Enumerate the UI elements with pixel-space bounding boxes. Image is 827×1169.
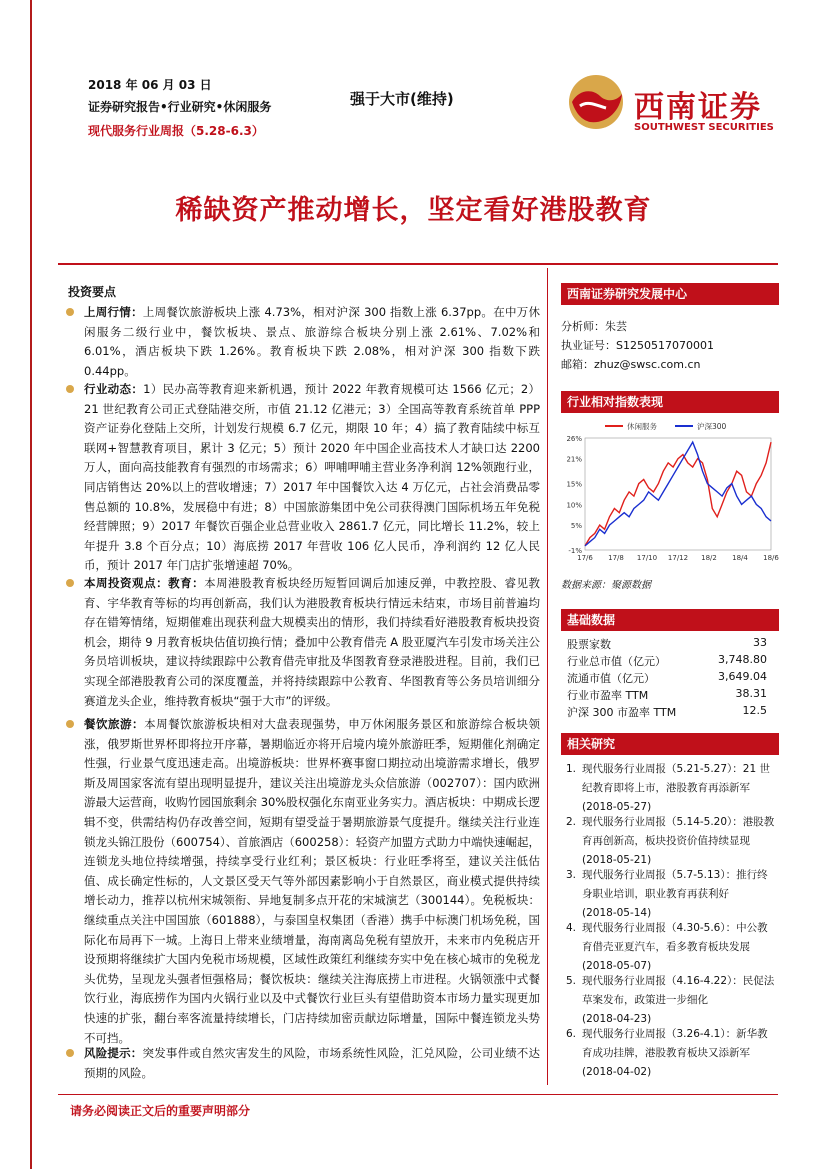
analyst-cert: 执业证号：S1250517070001 xyxy=(561,339,714,352)
basic-data-label: 行业总市值（亿元） xyxy=(567,655,666,668)
basic-data-value: 38.31 xyxy=(735,687,767,700)
basic-data-label: 沪深 300 市盈率 TTM xyxy=(567,706,677,719)
basic-data-row xyxy=(567,687,767,703)
basic-data-row xyxy=(567,704,767,720)
x-tick-label: 17/8 xyxy=(608,554,624,562)
basic-data-value: 33 xyxy=(753,636,767,649)
rating: 强于大市(维持) xyxy=(350,90,454,108)
bullet-investment-view xyxy=(70,574,540,711)
bullet-dot-icon xyxy=(66,1049,74,1057)
bullet-dot-icon xyxy=(66,385,74,393)
related-index: 4. xyxy=(566,922,577,934)
bullet-catering-tourism xyxy=(70,715,540,1048)
basic-data-bar: 基础数据 xyxy=(561,609,779,631)
related-title: 现代服务行业周报（4.30-5.6）：中公教育借壳亚夏汽车，看多教育板块发展 xyxy=(582,922,768,953)
bullet-label: 餐饮旅游： xyxy=(84,717,145,731)
y-tick-label: 26% xyxy=(566,435,582,443)
related-index: 1. xyxy=(566,763,577,775)
brand-name-cn: 西南证券 xyxy=(634,90,762,125)
related-research-item[interactable] xyxy=(566,972,776,1029)
weekly-title: 现代服务行业周报（5.28-6.3） xyxy=(88,124,264,138)
report-type: 证券研究报告•行业研究•休闲服务 xyxy=(88,100,272,114)
y-tick-label: 15% xyxy=(566,480,582,489)
chart-plot-area xyxy=(585,438,771,550)
bullet-weekly-market xyxy=(70,303,540,381)
brand-name-en: SOUTHWEST SECURITIES xyxy=(634,122,774,133)
footer-disclaimer: 请务必阅读正文后的重要声明部分 xyxy=(70,1104,251,1118)
analyst-name: 分析师：朱芸 xyxy=(561,320,627,333)
section-title: 投资要点 xyxy=(68,285,117,299)
related-title: 现代服务行业周报（5.21-5.27）：21 世纪教育即将上市，港股教育再添新军 xyxy=(582,763,770,794)
research-center-bar: 西南证券研究发展中心 xyxy=(561,283,779,305)
y-tick-label: 21% xyxy=(566,455,582,464)
x-tick-label: 18/4 xyxy=(732,554,748,562)
related-date: (2018-05-27) xyxy=(582,801,652,813)
related-research-item[interactable] xyxy=(566,760,776,817)
bullet-text: 突发事件或自然灾害发生的风险，市场系统性风险，汇兑风险，公司业绩不达预期的风险。 xyxy=(84,1046,541,1080)
related-research-item[interactable] xyxy=(566,1025,776,1082)
x-tick-label: 18/6 xyxy=(763,554,779,562)
related-title: 现代服务行业周报（4.16-4.22）：民促法草案发布，政策进一步细化 xyxy=(582,975,775,1006)
bullet-industry-news xyxy=(70,380,540,576)
footer-divider xyxy=(58,1094,778,1095)
basic-data-row xyxy=(567,670,767,686)
basic-data-row xyxy=(567,653,767,669)
bullet-label: 本周投资观点：教育： xyxy=(84,576,205,590)
related-index: 6. xyxy=(566,1028,577,1040)
bullet-risk xyxy=(70,1044,540,1083)
related-index: 5. xyxy=(566,975,577,987)
legend-label: 休闲服务 xyxy=(627,422,657,431)
x-tick-label: 17/10 xyxy=(636,554,658,562)
bullet-text: 1）民办高等教育迎来新机遇，预计 2022 年教育规模可达 1566 亿元；2）21 世纪教育公司正式登陆港交所，市值 21.12 亿港元；3）全国高等教育系统首单 PPP 资产证券化登陆上交所，计划发行规模 6.7 亿元，期限 10 年；4）搞了教育陆续中标互联网+智慧教育项目，累计 3 亿元；5）预计 2020 年中国企业高技术人才缺口达 2200 万人，面向高技能教育有强烈的市场需求；6）呷哺呷哺主营业务净利润 12%领跑行业，同店销售达 20%以上的营收增速；7）2017 年中国餐饮入达 4 万亿元，占社会消费品零售总额的 10.8%，发展稳中有进；8）中国旅游集团中免公司获得澳门国际机场五年免税经营牌照；9）2017 年餐饮百强企业总营业收入 2861.7 亿元，同比增长 11.2%，较上年提升 3.8 个百分点；10）海底捞 2017 年营收 106 亿人民币，净利润约 12 亿人民币，预计 2017 年门店扩张增速超 70%。 xyxy=(84,382,540,573)
analyst-email[interactable]: 邮箱：zhuz@swsc.com.cn xyxy=(561,358,701,371)
y-tick-label: -1% xyxy=(568,547,582,555)
bullet-dot-icon xyxy=(66,308,74,316)
brand-logo-icon xyxy=(566,72,626,132)
basic-data-value: 3,748.80 xyxy=(718,653,767,666)
chart-title-bar: 行业相对指数表现 xyxy=(561,391,779,413)
related-date: (2018-04-23) xyxy=(582,1013,652,1025)
chart-source: 数据来源：聚源数据 xyxy=(561,580,651,591)
related-research-item[interactable] xyxy=(566,919,776,976)
related-date: (2018-05-14) xyxy=(582,907,652,919)
x-tick-label: 17/6 xyxy=(577,554,593,562)
bullet-text: 本周餐饮旅游板块相对大盘表现强势，申万休闲服务景区和旅游综合板块领涨，俄罗斯世界杯即将拉开序幕，暑期临近亦将开启境内境外旅游旺季，短期催化剂确定性强，行业景气度迅速走高。出境游板块：世界杯赛事窗口期拉动出境游需求增长，俄罗斯及周国家客流有望出现明显提升，建议关注出境游龙头众信旅游（002707）：国内欧洲游最大运营商，收购竹园国旅剩余 30%股权强化东南亚业务实力。酒店板块：中期成长逻辑不变，供需结构仍存改善空间，短期有望受益于暑期旅游景气度提升。继续关注行业连锁龙头锦江股份（600754）、首旅酒店（600258）：轻资产加盟方式助力中端快速崛起，连锁龙头地位持续增强，持续享受行业红利；景区板块：行业旺季将至，建议关注低估值、成长确定性标的，人文景区受天气等外部因素影响小于自然景区，商业模式提供持续增长动力，推荐以杭州宋城领衔、异地复制多点开花的宋城演艺（300144）。免税板块：继续重点关注中国国旅（601888），与泰国皇权集团（香港）携手中标澳门机场免税，国际化布局再下一城。上海日上带来业绩增量，海南离岛免税有望放开，未来市内免税店开设预期将继续扩大国内免税市场规模，区域性政策红利继续夯实中免在核心城市的免税龙头优势，呈现龙头强者恒强格局；餐饮板块：继续关注海底捞上市进程。火锅领涨中式餐饮行业，海底捞作为国内火锅行业以及中式餐饮行业巨头有望借助资本市场力量实现更加快速的扩张，翻台率客流量持续增长，门店持续加密贡献边际增量，国际中餐连锁龙头势不可挡。 xyxy=(84,717,541,1045)
related-date: (2018-04-02) xyxy=(582,1066,652,1078)
related-research-item[interactable] xyxy=(566,866,776,923)
relative-index-chart xyxy=(561,418,779,578)
chart-svg xyxy=(561,418,779,578)
related-research-bar: 相关研究 xyxy=(561,733,779,755)
series-line-csi300 xyxy=(585,442,771,546)
left-margin-rule xyxy=(30,0,32,1169)
basic-data-value: 3,649.04 xyxy=(718,670,767,683)
basic-data-label: 行业市盈率 TTM xyxy=(567,689,649,702)
bullet-dot-icon xyxy=(66,579,74,587)
legend-label: 沪深300 xyxy=(697,422,727,431)
basic-data-value: 12.5 xyxy=(742,704,767,717)
x-tick-label: 18/2 xyxy=(701,554,717,562)
title-divider xyxy=(58,263,778,265)
bullet-dot-icon xyxy=(66,720,74,728)
x-tick-label: 17/12 xyxy=(667,554,689,562)
related-research-item[interactable] xyxy=(566,813,776,870)
y-tick-label: 10% xyxy=(566,501,582,510)
related-title: 现代服务行业周报（3.26-4.1）：新华教育成功挂牌，港股教育板块又添新军 xyxy=(582,1028,768,1059)
series-line-leisure xyxy=(585,442,771,546)
report-title: 稀缺资产推动增长，坚定看好港股教育 xyxy=(175,195,652,226)
related-index: 2. xyxy=(566,816,577,828)
related-date: (2018-05-07) xyxy=(582,960,652,972)
related-title: 现代服务行业周报（5.14-5.20）：港股教育再创新高，板块投资价值持续显现 xyxy=(582,816,775,847)
bullet-label: 风险提示： xyxy=(84,1046,143,1060)
bullet-label: 上周行情： xyxy=(84,305,143,319)
bullet-text: 上周餐饮旅游板块上涨 4.73%，相对沪深 300 指数上涨 6.37pp。在中万休闲服务二级行业中，餐饮板块、景点、旅游综合板块分别上涨 2.61%、7.02%和 6.01%，酒店板块下跌 1.26%。教育板块下跌 2.08%，相对沪深 300 指数下跌 0.44pp。 xyxy=(84,305,541,378)
bullet-text: 本周港股教育板块经历短暂回调后加速反弹，中教控股、睿见教育、宇华教育等标的均再创新高，我们认为港股教育板块行情远未结束，市场目前普遍均存在错筹情绪，短期催难出现获利盘大规模卖出的情形，我们持续看好港股教育板块投资机会，期待 9 月教育板块估值切换行情；叠加中公教育借壳 A 股亚厦汽车引发市场关注公务员培训板块，建议持续跟踪中公教育借壳审批及华图教育登录港股进程。目前，我们已实现全部港股教育公司的深度覆盖，并将持续跟踪中公教育、华图教育等公务员培训细分赛道龙头企业，维持教育板块“强于大市”的评级。 xyxy=(84,576,541,708)
related-title: 现代服务行业周报（5.7-5.13）：推行终身职业培训，职业教育再获利好 xyxy=(582,869,768,900)
basic-data-row xyxy=(567,636,767,652)
basic-data-label: 流通市值（亿元） xyxy=(567,672,655,685)
related-date: (2018-05-21) xyxy=(582,854,652,866)
report-date: 2018 年 06 月 03 日 xyxy=(88,78,212,92)
related-index: 3. xyxy=(566,869,577,881)
column-divider xyxy=(547,268,548,1085)
bullet-label: 行业动态： xyxy=(84,382,144,396)
y-tick-label: 5% xyxy=(570,522,582,531)
basic-data-label: 股票家数 xyxy=(567,638,611,651)
